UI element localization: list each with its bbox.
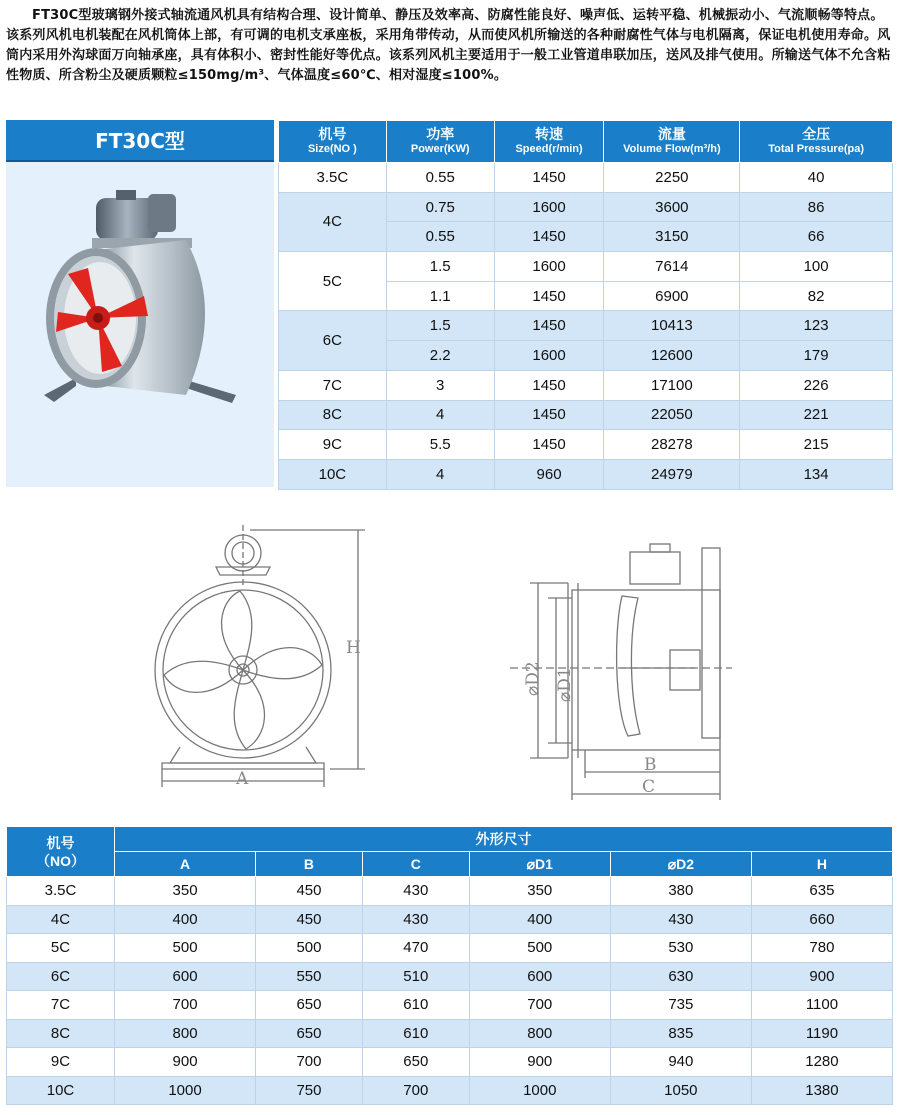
performance-row xyxy=(279,163,893,193)
cell-power: 1.5 xyxy=(386,311,494,341)
cell-power: 3 xyxy=(386,370,494,400)
performance-row xyxy=(279,252,893,282)
cell-speed: 1450 xyxy=(494,311,604,341)
dim-cell-value: 1380 xyxy=(751,1076,892,1105)
dim-cell-value: 900 xyxy=(469,1048,610,1077)
cell-flow: 12600 xyxy=(604,341,740,371)
performance-row xyxy=(279,400,893,430)
cell-pressure: 66 xyxy=(740,222,893,252)
dim-cell-value: 650 xyxy=(256,991,363,1020)
col-speed: 转速 Speed(r/min) xyxy=(494,121,604,163)
dim-label-b: B xyxy=(644,755,657,775)
col-pressure: 全压 Total Pressure(pa) xyxy=(740,121,893,163)
side-view-drawing xyxy=(510,538,735,803)
dim-cell-value: 550 xyxy=(256,962,363,991)
cell-speed: 1450 xyxy=(494,281,604,311)
dim-col-header: C xyxy=(362,852,469,877)
dim-cell-size: 10C xyxy=(7,1076,115,1105)
dim-cell-size: 6C xyxy=(7,962,115,991)
cell-flow: 22050 xyxy=(604,400,740,430)
cell-size: 6C xyxy=(279,311,387,370)
dim-cell-value: 600 xyxy=(115,962,256,991)
front-view-drawing xyxy=(150,525,375,795)
dim-cell-value: 500 xyxy=(256,934,363,963)
product-panel xyxy=(6,120,274,487)
dimension-table xyxy=(6,826,893,1105)
cell-size: 3.5C xyxy=(279,163,387,193)
cell-power: 0.55 xyxy=(386,163,494,193)
cell-flow: 17100 xyxy=(604,370,740,400)
cell-flow: 10413 xyxy=(604,311,740,341)
cell-power: 1.5 xyxy=(386,252,494,282)
dim-cell-size: 7C xyxy=(7,991,115,1020)
dim-cell-value: 350 xyxy=(115,877,256,906)
cell-size: 7C xyxy=(279,370,387,400)
dim-cell-value: 750 xyxy=(256,1076,363,1105)
cell-flow: 24979 xyxy=(604,459,740,489)
cell-flow: 6900 xyxy=(604,281,740,311)
performance-row xyxy=(279,192,893,222)
cell-flow: 3600 xyxy=(604,192,740,222)
cell-speed: 1450 xyxy=(494,400,604,430)
dim-col-header: ⌀D2 xyxy=(610,852,751,877)
cell-pressure: 40 xyxy=(740,163,893,193)
dim-cell-value: 1000 xyxy=(115,1076,256,1105)
cell-size: 5C xyxy=(279,252,387,311)
cell-pressure: 221 xyxy=(740,400,893,430)
cell-speed: 960 xyxy=(494,459,604,489)
dimension-row xyxy=(7,1048,893,1077)
cell-power: 4 xyxy=(386,400,494,430)
dim-cell-value: 900 xyxy=(115,1048,256,1077)
performance-table xyxy=(278,120,893,490)
performance-row xyxy=(279,370,893,400)
dim-group-header: 外形尺寸 xyxy=(115,827,893,852)
dimension-row xyxy=(7,934,893,963)
dim-col-size: 机号 （NO） xyxy=(7,827,115,877)
dim-cell-value: 700 xyxy=(115,991,256,1020)
performance-row xyxy=(279,430,893,460)
dim-cell-value: 610 xyxy=(362,1019,469,1048)
dim-cell-size: 4C xyxy=(7,905,115,934)
cell-power: 4 xyxy=(386,459,494,489)
dim-cell-value: 700 xyxy=(362,1076,469,1105)
col-power: 功率 Power(KW) xyxy=(386,121,494,163)
cell-speed: 1450 xyxy=(494,163,604,193)
cell-pressure: 215 xyxy=(740,430,893,460)
cell-flow: 3150 xyxy=(604,222,740,252)
cell-pressure: 100 xyxy=(740,252,893,282)
dim-cell-value: 500 xyxy=(469,934,610,963)
dim-label-d2: ⌀D2 xyxy=(523,661,543,696)
dim-cell-value: 1050 xyxy=(610,1076,751,1105)
performance-row xyxy=(279,311,893,341)
dim-cell-value: 650 xyxy=(362,1048,469,1077)
dim-cell-value: 510 xyxy=(362,962,469,991)
dimension-header-row-1 xyxy=(7,827,893,852)
dim-cell-value: 635 xyxy=(751,877,892,906)
dimension-row xyxy=(7,991,893,1020)
dimension-header-row-2 xyxy=(7,852,893,877)
dim-cell-value: 400 xyxy=(469,905,610,934)
dim-cell-size: 5C xyxy=(7,934,115,963)
dim-col-header: H xyxy=(751,852,892,877)
model-title: FT30C型 xyxy=(6,120,274,162)
cell-power: 2.2 xyxy=(386,341,494,371)
dim-cell-value: 380 xyxy=(610,877,751,906)
dim-cell-value: 500 xyxy=(115,934,256,963)
dim-cell-value: 800 xyxy=(469,1019,610,1048)
cell-pressure: 179 xyxy=(740,341,893,371)
dim-cell-value: 430 xyxy=(362,905,469,934)
cell-size: 8C xyxy=(279,400,387,430)
dim-cell-value: 1280 xyxy=(751,1048,892,1077)
dim-cell-value: 1000 xyxy=(469,1076,610,1105)
dim-cell-value: 940 xyxy=(610,1048,751,1077)
dim-cell-value: 450 xyxy=(256,905,363,934)
dim-cell-value: 660 xyxy=(751,905,892,934)
col-flow: 流量 Volume Flow(m³/h) xyxy=(604,121,740,163)
dim-label-d1: ⌀D1 xyxy=(555,667,575,702)
dim-col-header: ⌀D1 xyxy=(469,852,610,877)
intro-text: FT30C型玻璃钢外接式轴流通风机具有结构合理、设计简单、静压及效率高、防腐性能良好、噪声低、运转平稳、机械振动小、气流顺畅等特点。该系列风机电机装配在风机筒体上部，有可调的电机支承座板，采用角带传动，从而使风机所输送的各种耐腐性气体与电机隔离，保证电机使用寿命。风筒内采用外沟球面万向轴承座，具有体积小、密封性能好等优点。该系列风机主要适用于一般工业管道串联加压，送风及排气使用。所输送气体不允含粘性物质、所含粉尘及硬质颗粒≤150mg/m³、气体温度≤60℃、相对湿度≤100%。 xyxy=(6,8,891,83)
cell-size: 4C xyxy=(279,192,387,251)
dim-cell-value: 700 xyxy=(469,991,610,1020)
dimension-row xyxy=(7,962,893,991)
dim-col-header: B xyxy=(256,852,363,877)
dim-cell-value: 610 xyxy=(362,991,469,1020)
dim-cell-value: 430 xyxy=(610,905,751,934)
cell-size: 9C xyxy=(279,430,387,460)
cell-size: 10C xyxy=(279,459,387,489)
dim-cell-value: 1100 xyxy=(751,991,892,1020)
cell-pressure: 82 xyxy=(740,281,893,311)
dim-cell-value: 600 xyxy=(469,962,610,991)
dim-cell-value: 630 xyxy=(610,962,751,991)
dim-label-h: H xyxy=(346,638,361,658)
dim-cell-value: 835 xyxy=(610,1019,751,1048)
fan-product-image xyxy=(36,190,251,450)
dim-cell-size: 9C xyxy=(7,1048,115,1077)
dim-cell-value: 430 xyxy=(362,877,469,906)
dim-cell-value: 400 xyxy=(115,905,256,934)
cell-speed: 1450 xyxy=(494,430,604,460)
cell-power: 5.5 xyxy=(386,430,494,460)
cell-power: 0.55 xyxy=(386,222,494,252)
cell-power: 1.1 xyxy=(386,281,494,311)
dim-cell-size: 3.5C xyxy=(7,877,115,906)
dim-col-header: A xyxy=(115,852,256,877)
dim-cell-value: 800 xyxy=(115,1019,256,1048)
dimension-row xyxy=(7,877,893,906)
cell-flow: 28278 xyxy=(604,430,740,460)
cell-pressure: 134 xyxy=(740,459,893,489)
dim-cell-value: 780 xyxy=(751,934,892,963)
cell-power: 0.75 xyxy=(386,192,494,222)
dim-label-c: C xyxy=(642,777,656,797)
cell-flow: 7614 xyxy=(604,252,740,282)
col-size: 机号 Size(NO ) xyxy=(279,121,387,163)
performance-header-row xyxy=(279,121,893,163)
dim-label-a: A xyxy=(236,769,249,789)
cell-speed: 1600 xyxy=(494,252,604,282)
dim-cell-value: 700 xyxy=(256,1048,363,1077)
dim-cell-value: 1190 xyxy=(751,1019,892,1048)
dim-cell-value: 530 xyxy=(610,934,751,963)
dim-cell-value: 450 xyxy=(256,877,363,906)
cell-pressure: 123 xyxy=(740,311,893,341)
cell-speed: 1450 xyxy=(494,370,604,400)
dimension-row xyxy=(7,905,893,934)
performance-row xyxy=(279,459,893,489)
dim-cell-value: 650 xyxy=(256,1019,363,1048)
cell-pressure: 86 xyxy=(740,192,893,222)
cell-speed: 1600 xyxy=(494,341,604,371)
dimension-row xyxy=(7,1076,893,1105)
dim-cell-value: 350 xyxy=(469,877,610,906)
dim-cell-value: 735 xyxy=(610,991,751,1020)
cell-speed: 1600 xyxy=(494,192,604,222)
dim-cell-value: 900 xyxy=(751,962,892,991)
cell-pressure: 226 xyxy=(740,370,893,400)
cell-speed: 1450 xyxy=(494,222,604,252)
cell-flow: 2250 xyxy=(604,163,740,193)
dimension-row xyxy=(7,1019,893,1048)
dim-cell-size: 8C xyxy=(7,1019,115,1048)
dim-cell-value: 470 xyxy=(362,934,469,963)
